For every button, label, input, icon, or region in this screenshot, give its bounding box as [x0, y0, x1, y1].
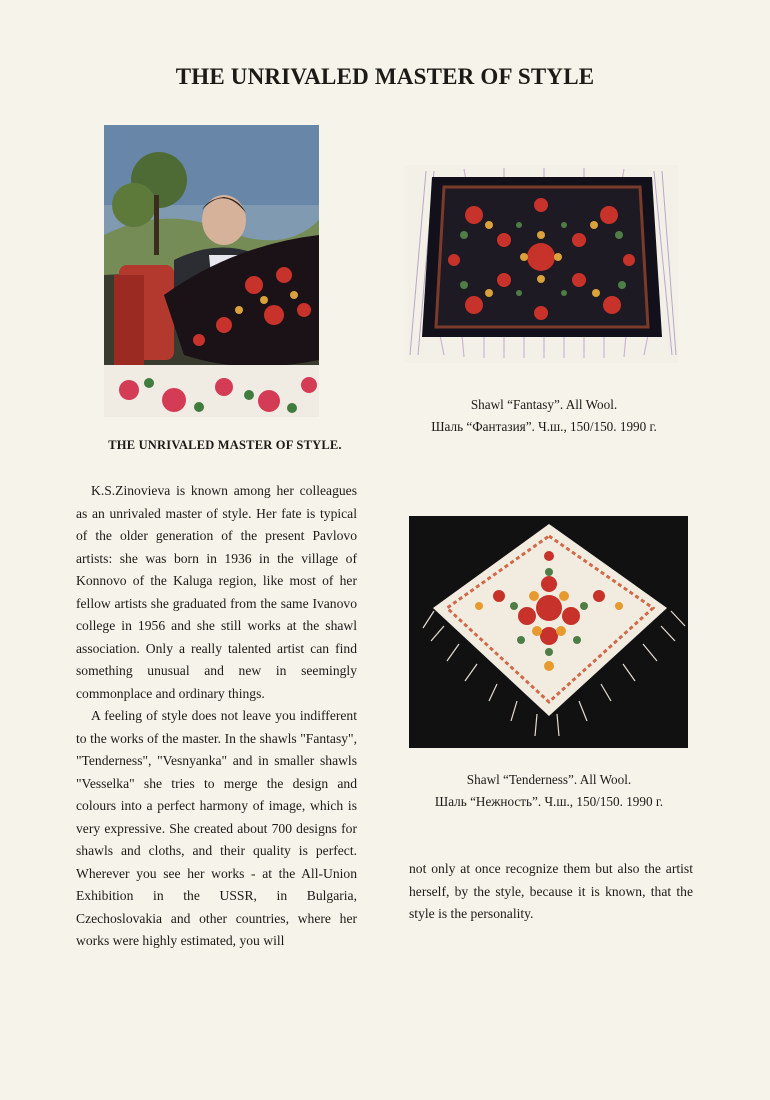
page-title: THE UNRIVALED MASTER OF STYLE	[175, 64, 595, 89]
article-body	[76, 480, 357, 953]
shawl-fantasy-photo	[404, 165, 678, 363]
caption-english: Shawl “Fantasy”. All Wool.	[470, 397, 618, 412]
shawl-tenderness-illustration	[409, 516, 688, 748]
article-paragraph: A feeling of style does not leave you indifferent to the works of the master. In the shawls "Fantasy", "Tenderness", "Vesnyanka" and in smaller shawls "Vesselka" she tries to merge the design and colours into a perfect harmony of image, which is very expressive. She created about 700 designs for shawls and cloths, and their quality is perfect. Wherever you see her works - at the All-Union Exhibition in the USSR, in Bulgaria, Czechoslovakia and other countries, where her works were highly estimated, you will	[76, 708, 357, 948]
shawl-tenderness-photo	[409, 516, 688, 748]
article-continuation: not only at once recognize them but also the artist herself, by the style, because it is known, that the style is the personality.	[409, 861, 693, 921]
caption-english: Shawl “Tenderness”. All Wool.	[466, 772, 632, 787]
article-paragraph: K.S.Zinovieva is known among her colleagues as an unrivaled master of style. Her fate is typical of the older generation of the present Pavlovo artists: she was born in 1936 in the village of Konnovo of the Kaluga region, like most of her fellow artists she graduated from the same Ivanovo college in 1956 and she still works at the shawl association. Only a really talented artist can find something unusual and new in seemingly commonplace and ordinary things.	[76, 483, 357, 701]
artist-photo-illustration	[104, 125, 319, 417]
shawl-tenderness-caption	[404, 769, 694, 813]
shawl-fantasy-caption	[404, 394, 684, 438]
artist-photo	[104, 125, 319, 417]
caption-russian: Шаль “Нежность”. Ч.ш., 150/150. 1990 г.	[434, 794, 664, 809]
caption-russian: Шаль “Фантазия”. Ч.ш., 150/150. 1990 г.	[431, 419, 657, 434]
photo-caption: THE UNRIVALED MASTER OF STYLE.	[108, 438, 342, 452]
shawl-fantasy-illustration	[404, 165, 678, 363]
